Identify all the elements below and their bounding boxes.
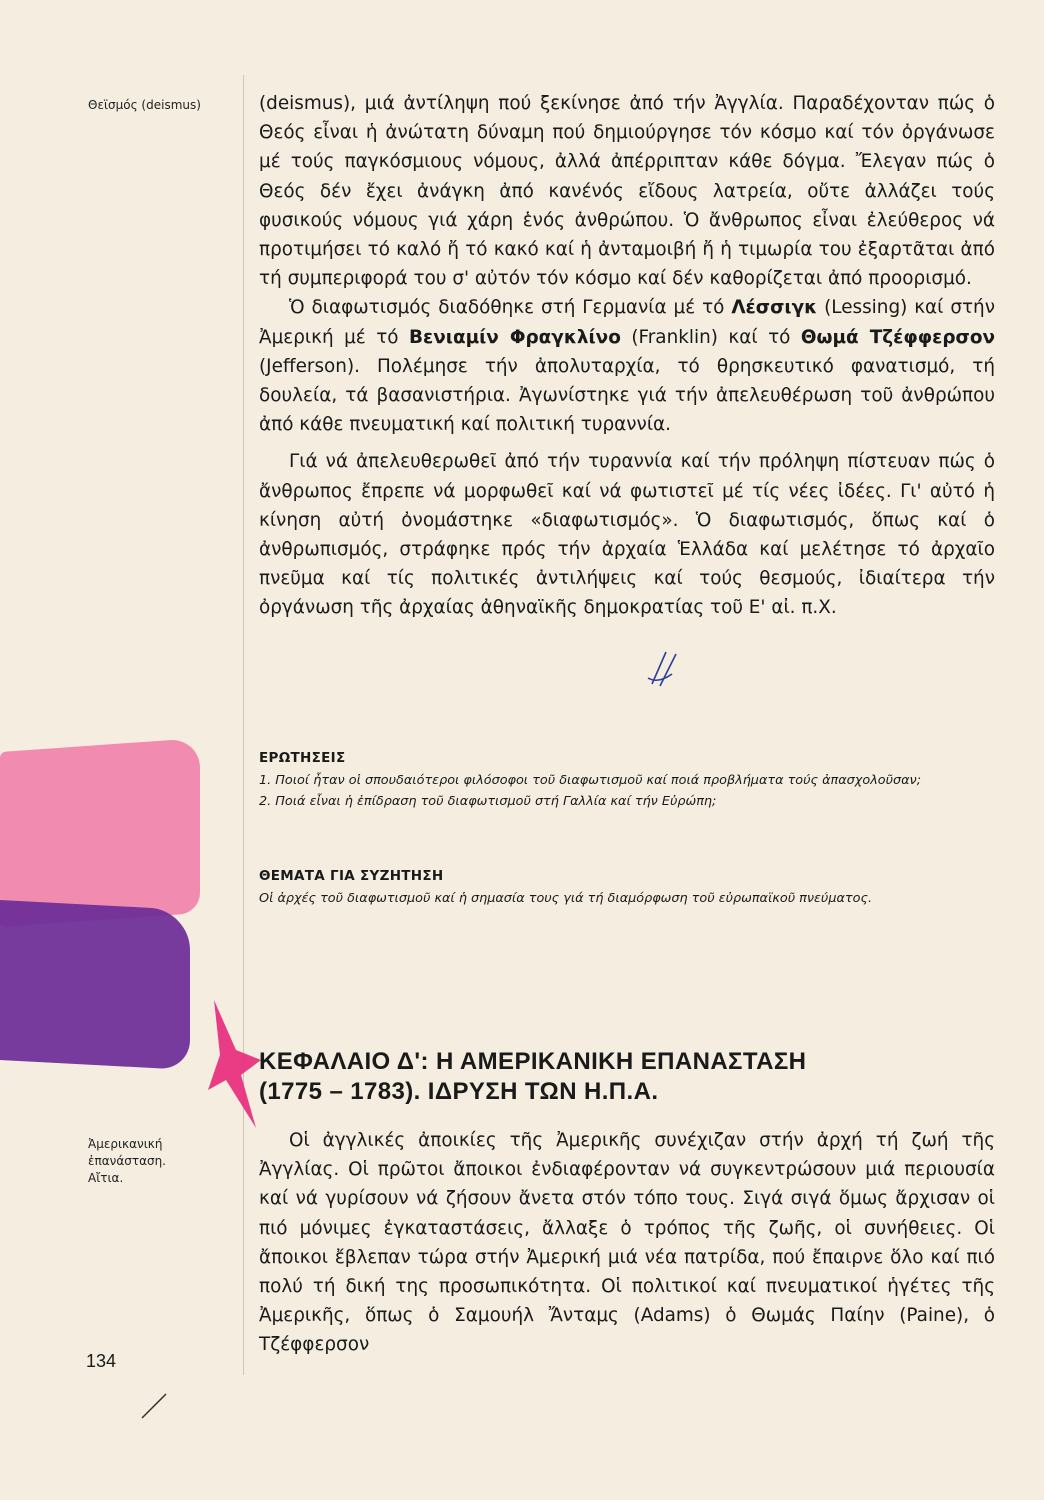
paragraph-enlightenment-spread <box>259 293 995 439</box>
margin-note-deism: Θεϊσμός (deismus) <box>88 98 201 112</box>
questions-title: ΕΡΩΤΗΣΕΙΣ <box>259 750 346 766</box>
margin-note-line: Ἀμερικανική <box>88 1137 163 1151</box>
margin-divider <box>243 75 244 1375</box>
chapter-heading-line1: ΚΕΦΑΛΑΙΟ Δ': Η ΑΜΕΡΙΚΑΝΙΚΗ ΕΠΑΝΑΣΤΑΣΗ <box>259 1048 807 1075</box>
margin-note-american-revolution <box>88 1136 166 1187</box>
pencil-stroke-mark <box>140 1390 170 1420</box>
chapter-heading-line2: (1775 – 1783). ΙΔΡΥΣΗ ΤΩΝ Η.Π.Α. <box>259 1078 659 1105</box>
text-run: (Lessing) καί στήν Ἀμερική μέ τό <box>259 297 995 348</box>
purple-highlighter-mark <box>0 900 190 1070</box>
question-item: 2. Ποιά εἶναι ἡ ἐπίδραση τοῦ διαφωτισμοῦ στή Γαλλία καί τήν Εὐρώπη; <box>259 794 717 809</box>
paragraph-colonies: Οἱ ἀγγλικές ἀποικίες τῆς Ἀμερικῆς συνέχιζαν στήν ἀρχή τή ζωή τῆς Ἀγγλίας. Οἱ πρῶτοι ἄποικοι ἐνδιαφέρονταν νά συγκεντρώσουν μιά περιουσία καί νά γυρίσουν νά ζήσουν ἄνετα στόν τόπο τους. Σιγά σιγά ὅμως ἄρχισαν οἱ πιό μόνιμες ἐγκαταστάσεις, ἄλλαξε ὁ τρόπος τῆς ζωῆς, οἱ συνήθειες. Οἱ ἄποικοι ἔβλεπαν τώρα στήν Ἀμερική μιά νέα πατρίδα, πού ἔπαιρνε ὅλο καί πιό πολύ τή δική της προσωπικότητα. Οἱ πολιτικοί καί πνευματικοί ἡγέτες τῆς Ἀμερικῆς, ὅπως ὁ Σαμουήλ Ἄνταμς (Adams) ὁ Θωμάς Παίην (Paine), ὁ Τζέφφερσον <box>259 1130 995 1356</box>
discussion-title: ΘΕΜΑΤΑ ΓΙΑ ΣΥΖΗΤΗΣΗ <box>259 868 444 884</box>
margin-note-line: ἐπανάσταση. <box>88 1154 166 1168</box>
magenta-marker-stroke <box>206 1000 266 1130</box>
paragraph-liberation: Γιά νά ἀπελευθερωθεῖ ἀπό τήν τυραννία καί τήν πρόληψη πίστευαν πώς ὁ ἄνθρωπος ἔπρεπε νά μορφωθεῖ καί νά φωτιστεῖ μέ τίς νέες ἰδέες. Γι' αὐτό ἡ κίνηση αὐτή ὀνομάστηκε «διαφωτισμός». Ὁ διαφωτισμός, ὅπως καί ὁ ἀνθρωπισμός, στράφηκε πρός τήν ἀρχαία Ἑλλάδα καί μελέτησε τό ἀρχαῖο πνεῦμα καί τίς πολιτικές ἀντιλήψεις καί τούς θεσμούς, ἰδιαίτερα τήν ὀργάνωση τῆς ἀρχαίας ἀθηναϊκῆς δημοκρατίας τοῦ Ε' αἰ. π.Χ. <box>259 451 995 619</box>
discussion-text: Οἱ ἀρχές τοῦ διαφωτισμοῦ καί ἡ σημασία τους γιά τή διαμόρφωση τοῦ εὐρωπαϊκοῦ πνεύματος. <box>259 891 873 906</box>
pen-check-mark <box>646 648 682 688</box>
text-run: (Jefferson). Πολέμησε τήν ἀπολυταρχία, τό θρησκευτικό φανατισμό, τή δουλεία, τά βασανιστήρια. Ἀγωνίστηκε γιά τήν ἀπελευθέρωση τοῦ ἀνθρώπου ἀπό κάθε πνευματική καί πολιτική τυραννία. <box>259 355 995 436</box>
paragraph-deism: (deismus), μιά ἀντίληψη πού ξεκίνησε ἀπό τήν Ἀγγλία. Παραδέχονταν πώς ὁ Θεός εἶναι ἡ ἀνώτατη δύναμη πού δημιούργησε τόν κόσμο καί τόν ὀργάνωσε μέ τούς παγκόσμιους νόμους, ἀλλά ἀπέρριπταν κάθε δόγμα. Ἔλεγαν πώς ὁ Θεός δέν ἔχει ἀνάγκη ἀπό κανένός εἴδους λατρεία, οὔτε ἀλλάζει τούς φυσικούς νόμους γιά χάρη ἑνός ἀνθρώπου. Ὁ ἄνθρωπος εἶναι ἐλεύθερος νά προτιμήσει τό καλό ἤ τό κακό καί ἡ ἀνταμοιβή ἤ ἡ τιμωρία του ἐξαρτᾶται ἀπό τή συμπεριφορά του σ' αὐτόν τόν κόσμο καί δέν καθορίζεται ἀπό προορισμό. <box>259 93 995 290</box>
question-item: 1. Ποιοί ἦταν οἱ σπουδαιότεροι φιλόσοφοι τοῦ διαφωτισμοῦ καί ποιά προβλήματα τούς ἀπασχολοῦσαν; <box>259 773 922 788</box>
margin-note-line: Αἴτια. <box>88 1171 124 1185</box>
chapter-heading <box>259 1047 999 1107</box>
name-franklin: Βενιαμίν Φραγκλίνο <box>409 326 621 348</box>
chapter-text-block <box>259 1126 995 1360</box>
name-jefferson: Θωμά Τζέφφερσον <box>800 326 995 348</box>
text-run: Ὁ διαφωτισμός διαδόθηκε στή Γερμανία μέ τό <box>289 297 732 319</box>
discussion-section <box>259 868 999 909</box>
name-lessing: Λέσσιγκ <box>731 297 818 319</box>
page-number: 134 <box>86 1351 117 1371</box>
questions-section <box>259 750 999 812</box>
text-run: (Franklin) καί τό <box>620 326 801 348</box>
main-text-block <box>259 89 995 623</box>
pink-highlighter-mark <box>0 738 200 927</box>
